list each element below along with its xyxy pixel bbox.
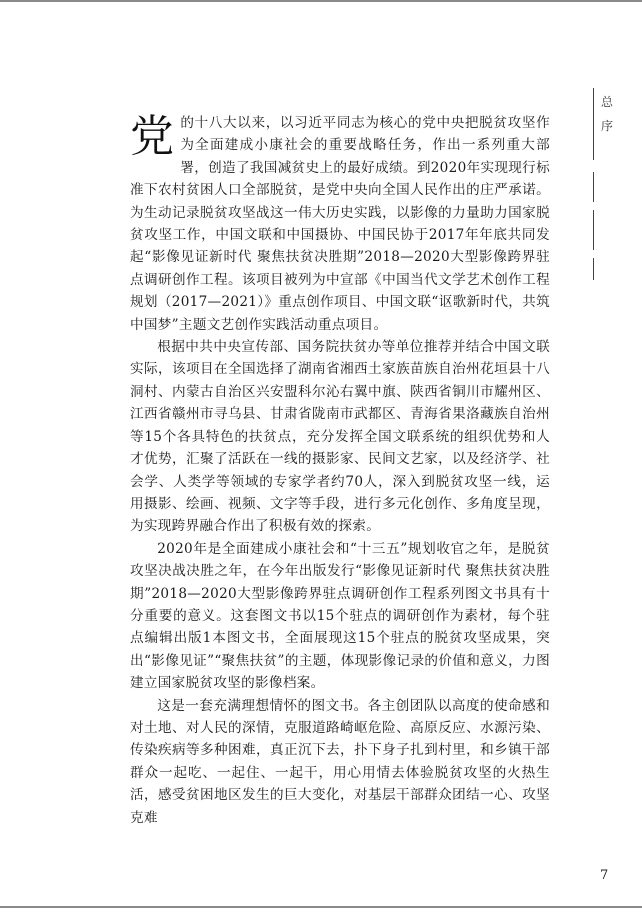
section-title-char: 总	[600, 95, 613, 109]
paragraph: 这是一套充满理想情怀的图文书。各主创团队以高度的使命感和对土地、对人民的深情，克服道路崎岖危险、高原反应、水源污染、传染疾病等多种困难，真正沉下去，扑下身子扎到村里，和乡镇干部群众一起吃、一起住、一起干，用心用情去体验脱贫攻坚的火热生活，感受贫困地区发生的巨大变化，对基层干部群众团结一心、攻坚克难	[130, 697, 550, 826]
margin-rule	[593, 210, 594, 250]
page-number: 7	[600, 868, 609, 883]
margin-rule	[593, 172, 594, 202]
section-title-vertical	[596, 90, 618, 138]
section-title-char: 序	[600, 119, 613, 133]
body-text	[130, 112, 550, 829]
paragraph: 2020年是全面建成小康社会和“十三五”规划收官之年，是脱贫攻坚决战决胜之年，在今年出版发行“影像见证新时代 聚焦扶贫决胜期”2018—2020大型影像跨界驻点调研创作工程系列图文书具有十分重要的意义。这套图文书以15个驻点的调研创作为素材，每个驻点编辑出版1本图文书，全面展现这15个驻点的脱贫攻坚成果，突出“影像见证”“聚焦扶贫”的主题，体现影像记录的价值和意义，力图建立国家脱贫攻坚的影像档案。	[130, 540, 550, 692]
paragraph: 根据中共中央宣传部、国务院扶贫办等单位推荐并结合中国文联实际，该项目在全国选择了湖南省湘西土家族苗族自治州花垣县十八洞村、内蒙古自治区兴安盟科尔沁右翼中旗、陕西省铜川市耀州区、江西省赣州市寻乌县、甘肃省陇南市武都区、青海省果洛藏族自治州等15个各具特色的扶贫点，充分发挥全国文联系统的组织优势和人才优势，汇聚了活跃在一线的摄影家、民间文艺家，以及经济学、社会学、人类学等领域的专家学者约70人，深入到脱贫攻坚一线，运用摄影、绘画、视频、文字等手段，进行多元化创作、多角度呈现，为实现跨界融合作出了积极有效的探索。	[130, 339, 550, 535]
margin-rule	[593, 258, 594, 280]
paragraph-text: 的十八大以来，以习近平同志为核心的党中央把脱贫攻坚作为全面建成小康社会的重要战略任务，作出一系列重大部署，创造了我国减贫史上的最好成绩。到2020年实现现行标准下农村贫困人口全部脱贫，是党中央向全国人民作出的庄严承诺。为生动记录脱贫攻坚战这一伟大历史实践，以影像的力量助力国家脱贫攻坚工作，中国文联和中国摄协、中国民协于2017年年底共同发起“影像见证新时代 聚焦扶贫决胜期”2018—2020大型影像跨界驻点调研创作工程。该项目被列为中宣部《中国当代文学艺术创作工程规划（2017—2021）》重点创作项目、中国文联“讴歌新时代，共筑中国梦”主题文艺创作实践活动重点项目。	[130, 115, 550, 333]
bottom-border-line	[0, 906, 642, 908]
top-border-line	[0, 0, 642, 2]
margin-rule	[593, 88, 594, 160]
drop-cap: 党	[130, 111, 175, 162]
paragraph	[130, 112, 550, 336]
